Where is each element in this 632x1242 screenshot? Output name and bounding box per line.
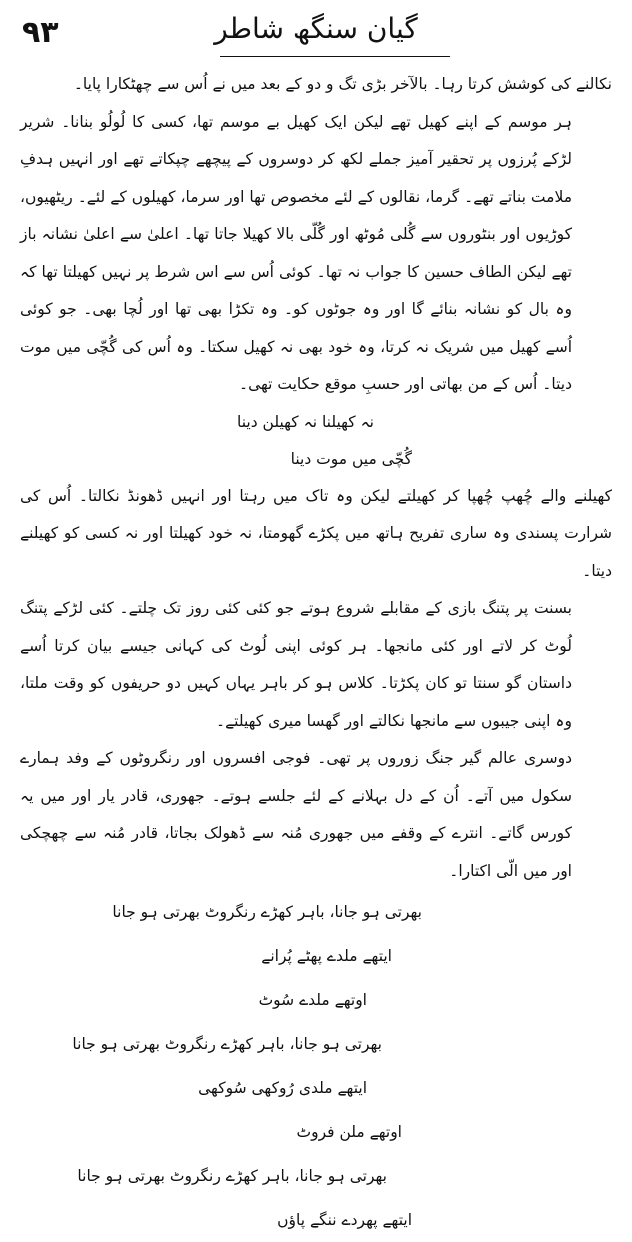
- song-line-6: اوتھے ملن فروٹ: [296, 1123, 402, 1141]
- paragraph-4: بسنت پر پتنگ بازی کے مقابلے شروع ہوتے جو کئی کئی روز تک چلتے۔ کئی لڑکے پتنگ لُوٹ کر لاتے اور کئی مانجھا۔ ہر کوئی اپنی لُوٹ کی کہانی جیسے بیان کرتا اُسے داستان گو سنتا تو کان پکڑتا۔ کلاس ہو کر باہر یہاں کہیں دو حریفوں کو وقت ملتا، وہ اپنی جیبوں سے مانجھا نکالتے اور گھسا میری کھیلتے۔: [20, 599, 572, 730]
- page-number: ۹۳: [22, 15, 59, 50]
- verse-line-2: گُچّی میں موت دینا: [290, 449, 412, 468]
- paragraph-3: کھیلنے والے چُھپ چُھپا کر کھیلتے لیکن وہ تاک میں رہتا اور انہیں ڈھونڈ نکالتا۔ اُس کی شرارت پسندی وہ ساری تفریح ہاتھ میں پکڑے گھومتا، نہ خود کھیلتا اور نہ کسی کو کھیلنے دیتا۔: [20, 486, 612, 580]
- paragraph-1: نکالنے کی کوشش کرتا رہا۔ بالآخر بڑی تگ و دو کے بعد میں نے اُس سے چھٹکارا پایا۔: [73, 75, 612, 93]
- page-body: [20, 66, 612, 1242]
- song-line-1: بھرتی ہو جانا، باہر کھڑے رنگروٹ بھرتی ہو جانا: [112, 903, 422, 921]
- song-line-4: بھرتی ہو جانا، باہر کھڑے رنگروٹ بھرتی ہو جانا: [72, 1035, 382, 1053]
- song-line-2: ایتھے ملدے پھٹے پُرانے: [261, 947, 392, 965]
- song-line-5: ایتھے ملدی رُوکھی سُوکھی: [198, 1079, 367, 1097]
- verse-line-1: نہ کھیلنا نہ کھیلن دینا: [237, 412, 374, 431]
- song-lyrics: [20, 890, 612, 1242]
- song-line-8: ایتھے پھردے ننگے پاؤں: [277, 1211, 412, 1229]
- paragraph-2: ہر موسم کے اپنے کھیل تھے لیکن ایک کھیل بے موسم تھا، کسی کا لُولُو بنانا۔ شریر لڑکے پُرزوں پر تحقیر آمیز جملے لکھ کر دوسروں کے پیچھے چپکاتے تھے اور انہیں ہدفِ ملامت بناتے تھے۔ گرما، نقالوں کے لئے مخصوص تھا اور سرما، کھیلوں کے لئے۔ ریٹھیوں، کوڑیوں اور بنٹوروں سے گُلی مُوٹھ اور گُلّی بالا کھیلا جاتا تھا۔ اعلیٰ سے اعلیٰ نشانہ باز تھے لیکن الطاف حسین کا جواب نہ تھا۔ کوئی اُس سے اس شرط پر نہیں کھیلتا تھا کہ وہ بال کو نشانہ بنائے گا اور وہ جوٹوں کو۔ وہ تکڑا بھی تھا اور لُچا بھی۔ جو کوئی اُسے کھیل میں شریک نہ کرتا، وہ خود بھی نہ کھیل سکتا۔ وہ اُس کی گُچّی میں موت دیتا۔ اُس کے من بھاتی اور حسبِ موقع حکایت تھی۔: [20, 112, 572, 393]
- song-line-7: بھرتی ہو جانا، باہر کھڑے رنگروٹ بھرتی ہو جانا: [77, 1167, 387, 1185]
- song-line-3: اوتھے ملدے سُوٹ: [258, 991, 367, 1009]
- paragraph-5: دوسری عالم گیر جنگ زوروں پر تھی۔ فوجی افسروں اور رنگروٹوں کے وفد ہمارے سکول میں آتے۔ اُن کے دل بہلانے کے لئے جلسے ہوتے۔ جھوری، قادر یار اور میں یہ کورس گاتے۔ انترے کے وقفے میں جھوری مُنہ سے ڈھولک بجاتا، قادر مُنہ سے چھچکی اور میں الّی اکتارا۔: [20, 749, 572, 880]
- header-divider: [220, 56, 450, 57]
- running-title: گیان سنگھ شاطر: [214, 12, 418, 45]
